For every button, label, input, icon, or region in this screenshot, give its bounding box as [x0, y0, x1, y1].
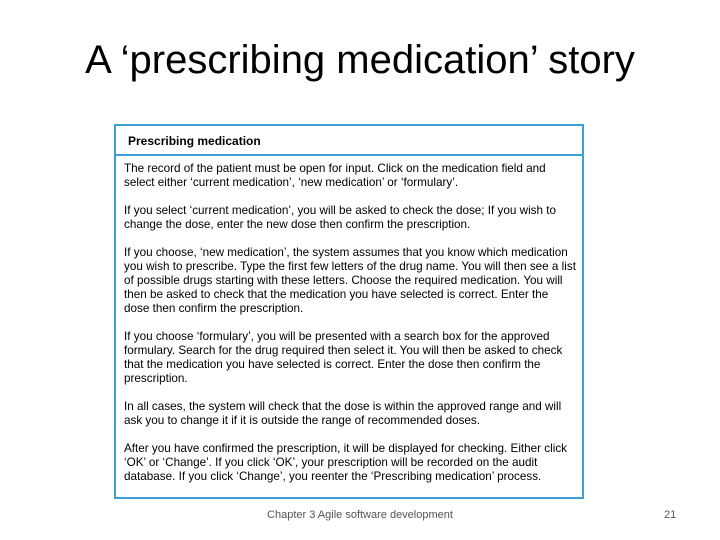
paragraph-open-record: The record of the patient must be open for input. Click on the medication field and select either ‘current medication’, ‘new medication’ or ‘formulary’. [124, 162, 546, 189]
page-number: 21 [664, 509, 677, 521]
paragraph-current-medication: If you select ‘current medication’, you will be asked to check the dose; If you wish to change the dose, enter the new dose then confirm the prescription. [124, 204, 557, 231]
slide-footer: Chapter 3 Agile software development [267, 509, 453, 521]
card-header [116, 126, 582, 156]
paragraph-new-medication: If you choose, ‘new medication’, the system assumes that you know which medication you wish to prescribe. Type the first few letters of the drug name. You will then see a list of possible drugs starting with these letters. Choose the required medication. You will then be asked to check that the medication you have selected is correct. Enter the dose then confirm the prescription. [124, 246, 576, 315]
card-title: Prescribing medication [128, 134, 261, 148]
paragraph-dose-check: In all cases, the system will check that the dose is within the approved range and will ask you to change it if it is outside the range of recommended doses. [124, 400, 562, 427]
slide-title: A ‘prescribing medication’ story [85, 38, 635, 82]
card-body [124, 162, 576, 484]
paragraph-formulary: If you choose ‘formulary’, you will be presented with a search box for the approved formulary. Search for the drug required then select it. You will then be asked to check that the medication you have selected is correct. Enter the dose then confirm the prescription. [124, 330, 563, 385]
paragraph-confirm-prescription: After you have confirmed the prescription, it will be displayed for checking. Either click ‘OK’ or ‘Change’. If you click ‘OK’, your prescription will be recorded on the audit database. If you click ‘Change’, you reenter the ‘Prescribing medication’ process. [124, 442, 568, 483]
prescribing-medication-card [114, 124, 584, 499]
